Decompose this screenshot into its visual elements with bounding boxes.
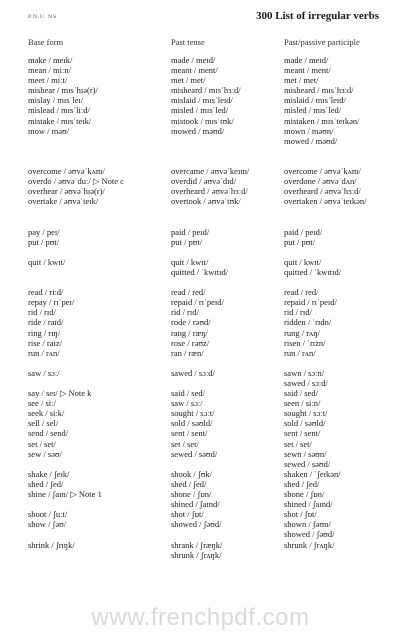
verb-entry: mean / miːn/ bbox=[28, 65, 71, 76]
verb-entry: sawn / sɔːn/ bbox=[284, 367, 325, 378]
verb-entry: send / send/ bbox=[28, 428, 69, 439]
verb-entry bbox=[171, 529, 249, 539]
verb-entry: paid / peɪd/ bbox=[284, 226, 323, 237]
verb-entry: quit / kwɪt/ bbox=[284, 256, 322, 267]
verb-entry bbox=[171, 247, 249, 257]
verb-entry: repaid / rɪˈpeɪd/ bbox=[284, 297, 337, 308]
verb-entry: meet / miːt/ bbox=[28, 75, 68, 86]
verb-entry: said / sed/ bbox=[284, 388, 318, 399]
verb-entry: set / set/ bbox=[171, 438, 199, 449]
verb-entry: rid / rɪd/ bbox=[28, 307, 56, 318]
verb-entry: mislay / mɪsˈleɪ/ bbox=[28, 95, 84, 106]
verb-entry: overdid / əʊvəˈdɪd/ bbox=[171, 176, 237, 187]
verb-entry: made / meɪd/ bbox=[171, 55, 216, 65]
verb-entry: sold / səʊld/ bbox=[171, 418, 213, 429]
verb-entry: ring / rɪŋ/ bbox=[28, 327, 61, 338]
verb-entry: shoot / ʃuːt/ bbox=[28, 509, 68, 520]
past-participle-column bbox=[284, 55, 367, 550]
verb-entry bbox=[28, 156, 124, 166]
verb-entry: shone / ʃɒn/ bbox=[171, 489, 212, 500]
verb-entry: repay / rɪˈpeɪ/ bbox=[28, 297, 75, 308]
verb-entry: shot / ʃɒt/ bbox=[284, 509, 317, 520]
base-form-column bbox=[28, 55, 124, 550]
verb-entry: shrunk / ʃrʌŋk/ bbox=[171, 549, 222, 560]
verb-entry: read / riːd/ bbox=[28, 287, 64, 298]
verb-entry: said / sed/ bbox=[171, 388, 205, 399]
verb-entry: misled / mɪsˈled/ bbox=[284, 105, 342, 116]
verb-entry: ride / raɪd/ bbox=[28, 317, 64, 328]
verb-entry: meant / ment/ bbox=[284, 65, 331, 76]
verb-entry bbox=[28, 358, 124, 368]
verb-entry: showed / ʃəʊd/ bbox=[171, 519, 222, 530]
verb-entry bbox=[28, 277, 124, 287]
verb-entry bbox=[284, 156, 367, 166]
verb-entry: saw / sɔː/ bbox=[28, 367, 60, 378]
verb-entry: run / rʌn/ bbox=[28, 347, 60, 358]
verb-entry bbox=[171, 156, 249, 166]
verb-entry: mistake / mɪsˈteɪk/ bbox=[28, 115, 92, 126]
verb-entry: showed / ʃəʊd/ bbox=[284, 529, 335, 540]
verb-entry: quit / kwɪt/ bbox=[171, 256, 209, 267]
verb-entry: sought / sɔːt/ bbox=[171, 408, 215, 419]
verb-entry: mistook / mɪsˈtʊk/ bbox=[171, 115, 234, 126]
verb-entry: sewn / səʊn/ bbox=[284, 448, 327, 459]
verb-entry bbox=[284, 206, 367, 216]
verb-entry: rid / rɪd/ bbox=[284, 307, 312, 318]
watermark-url: www.frenchpdf.com bbox=[91, 604, 310, 631]
column-header-past-participle: Past/passive participle bbox=[284, 37, 360, 47]
verb-entry: met / met/ bbox=[284, 75, 319, 86]
verb-entry: rode / rəʊd/ bbox=[171, 317, 211, 328]
verb-entry bbox=[28, 146, 124, 156]
verb-entry bbox=[28, 247, 124, 257]
verb-entry bbox=[284, 247, 367, 257]
verb-entry: sought / sɔːt/ bbox=[284, 408, 328, 419]
verb-entry bbox=[284, 146, 367, 156]
verb-entry: mishear / mɪsˈhɪə(r)/ bbox=[28, 85, 98, 96]
page-label: P.N.U. NS bbox=[28, 14, 57, 20]
verb-entry: say / seɪ/ ▷ Note k bbox=[28, 388, 92, 399]
verb-entry bbox=[171, 358, 249, 368]
verb-entry: misheard / mɪsˈhɜːd/ bbox=[171, 85, 241, 96]
verb-entry: repaid / rɪˈpeɪd/ bbox=[171, 297, 224, 308]
verb-entry bbox=[171, 136, 249, 146]
verb-entry: saw / sɔː/ bbox=[171, 398, 203, 409]
verb-entry: overcome / əʊvəˈkʌm/ bbox=[284, 166, 361, 177]
verb-entry bbox=[284, 358, 367, 368]
verb-entry: shed / ʃed/ bbox=[171, 478, 207, 489]
verb-entry bbox=[171, 206, 249, 216]
verb-entry bbox=[28, 267, 124, 277]
verb-entry: overtook / əʊvəˈtʊk/ bbox=[171, 196, 241, 207]
verb-entry: read / red/ bbox=[284, 287, 319, 298]
verb-entry: seek / siːk/ bbox=[28, 408, 65, 419]
verb-entry: mislead / mɪsˈliːd/ bbox=[28, 105, 90, 116]
verb-entry: sew / səʊ/ bbox=[28, 448, 62, 459]
verb-entry: overtake / əʊvəˈteɪk/ bbox=[28, 196, 99, 207]
verb-entry: set / set/ bbox=[28, 438, 56, 449]
verb-entry: sawed / sɔːd/ bbox=[171, 367, 215, 378]
verb-entry: put / pʊt/ bbox=[28, 236, 60, 247]
verb-entry bbox=[28, 217, 124, 227]
verb-entry: sell / sel/ bbox=[28, 418, 59, 429]
verb-entry: mislaid / mɪsˈleɪd/ bbox=[284, 95, 346, 106]
verb-entry: mislaid / mɪsˈleɪd/ bbox=[171, 95, 233, 106]
verb-entry: mowed / məʊd/ bbox=[284, 135, 338, 146]
verb-entry: ran / ræn/ bbox=[171, 347, 204, 358]
verb-entry bbox=[171, 146, 249, 156]
verb-entry bbox=[171, 277, 249, 287]
verb-entry: mow / məʊ/ bbox=[28, 125, 70, 136]
verb-entry: read / red/ bbox=[171, 287, 206, 298]
verb-entry: put / pʊt/ bbox=[171, 236, 203, 247]
verb-entry: overheard / əʊvəˈhɜːd/ bbox=[284, 186, 361, 197]
past-tense-column bbox=[171, 55, 249, 560]
verb-entry bbox=[171, 459, 249, 469]
verb-entry: shrink / ʃrɪŋk/ bbox=[28, 539, 75, 550]
verb-entry: shown / ʃəʊn/ bbox=[284, 519, 331, 530]
verb-entry: made / meɪd/ bbox=[284, 55, 329, 65]
verb-entry bbox=[28, 529, 124, 539]
verb-entry: sent / sent/ bbox=[284, 428, 321, 439]
verb-entry: pay / peɪ/ bbox=[28, 226, 60, 237]
verb-entry: overdo / əʊvəˈduː/ ▷ Note c bbox=[28, 176, 124, 187]
verb-entry: quitted / ˈkwɪtɪd/ bbox=[171, 266, 229, 277]
verb-entry bbox=[171, 378, 249, 388]
verb-entry: risen / ˈrɪzn/ bbox=[284, 337, 326, 348]
verb-entry: quitted / ˈkwɪtɪd/ bbox=[284, 266, 342, 277]
verb-entry: rid / rɪd/ bbox=[171, 307, 199, 318]
verb-entry bbox=[28, 378, 124, 388]
verb-entry: rang / ræŋ/ bbox=[171, 327, 208, 338]
verb-entry bbox=[171, 217, 249, 227]
verb-entry: run / rʌn/ bbox=[284, 347, 316, 358]
verb-entry bbox=[28, 136, 124, 146]
verb-entry: see / siː/ bbox=[28, 398, 56, 409]
verb-entry: rise / raɪz/ bbox=[28, 337, 62, 348]
verb-entry: rung / rʌŋ/ bbox=[284, 327, 320, 338]
column-header-base-form: Base form bbox=[28, 37, 64, 47]
verb-entry: ridden / ˈrɪdn/ bbox=[284, 317, 332, 328]
verb-entry: quit / kwɪt/ bbox=[28, 256, 66, 267]
verb-entry bbox=[284, 277, 367, 287]
verb-entry: overheard / əʊvəˈhɜːd/ bbox=[171, 186, 248, 197]
verb-entry: overcome / əʊvəˈkʌm/ bbox=[28, 166, 105, 177]
verb-entry: sewed / səʊd/ bbox=[171, 448, 218, 459]
verb-entry: mistaken / mɪsˈteɪkən/ bbox=[284, 115, 360, 126]
verb-entry: show / ʃəʊ/ bbox=[28, 519, 67, 530]
verb-entry: shrunk / ʃrʌŋk/ bbox=[284, 539, 335, 550]
verb-entry: shined / ʃaɪnd/ bbox=[284, 499, 333, 510]
verb-entry bbox=[28, 459, 124, 469]
verb-entry bbox=[28, 499, 124, 509]
verb-entry bbox=[284, 217, 367, 227]
verb-entry: shaken / ˈʃeɪkən/ bbox=[284, 468, 341, 479]
verb-entry: seen / siːn/ bbox=[284, 398, 321, 409]
verb-entry: shook / ʃʊk/ bbox=[171, 468, 213, 479]
verb-entry: sold / səʊld/ bbox=[284, 418, 326, 429]
verb-entry: overdone / əʊvəˈdʌn/ bbox=[284, 176, 357, 187]
verb-entry bbox=[28, 206, 124, 216]
verb-entry: make / meɪk/ bbox=[28, 55, 73, 65]
verb-entry: shed / ʃed/ bbox=[284, 478, 320, 489]
verb-entry: overhear / əʊvəˈhɪə(r)/ bbox=[28, 186, 105, 197]
verb-entry: sewed / səʊd/ bbox=[284, 458, 331, 469]
verb-entry: paid / peɪd/ bbox=[171, 226, 210, 237]
verb-entry: overtaken / əʊvəˈteɪkən/ bbox=[284, 196, 367, 207]
verb-entry: mowed / məʊd/ bbox=[171, 125, 225, 136]
verb-entry: rose / rəʊz/ bbox=[171, 337, 210, 348]
verb-entry: shined / ʃaɪnd/ bbox=[171, 499, 220, 510]
verb-entry: mown / məʊn/ bbox=[284, 125, 334, 136]
verb-entry: sawed / sɔːd/ bbox=[284, 378, 328, 388]
verb-entry: shine / ʃaɪn/ ▷ Note 1 bbox=[28, 489, 102, 500]
verb-entry: shot / ʃɒt/ bbox=[171, 509, 204, 520]
page-header: 300 List of irregular verbs bbox=[255, 10, 379, 22]
verb-entry: put / pʊt/ bbox=[284, 236, 316, 247]
verb-entry: misheard / mɪsˈhɜːd/ bbox=[284, 85, 354, 96]
verb-entry: sent / sent/ bbox=[171, 428, 208, 439]
verb-entry: meant / ment/ bbox=[171, 65, 218, 76]
verb-entry: shed / ʃed/ bbox=[28, 478, 64, 489]
verb-entry: shone / ʃɒn/ bbox=[284, 489, 325, 500]
verb-entry: met / met/ bbox=[171, 75, 206, 86]
verb-entry: shrank / ʃræŋk/ bbox=[171, 539, 223, 550]
verb-entry: shake / ʃeɪk/ bbox=[28, 468, 70, 479]
column-header-past-tense: Past tense bbox=[171, 37, 205, 47]
verb-entry: misled / mɪsˈled/ bbox=[171, 105, 229, 116]
verb-entry: set / set/ bbox=[284, 438, 312, 449]
verb-entry: overcame / əʊvəˈkeɪm/ bbox=[171, 166, 250, 177]
